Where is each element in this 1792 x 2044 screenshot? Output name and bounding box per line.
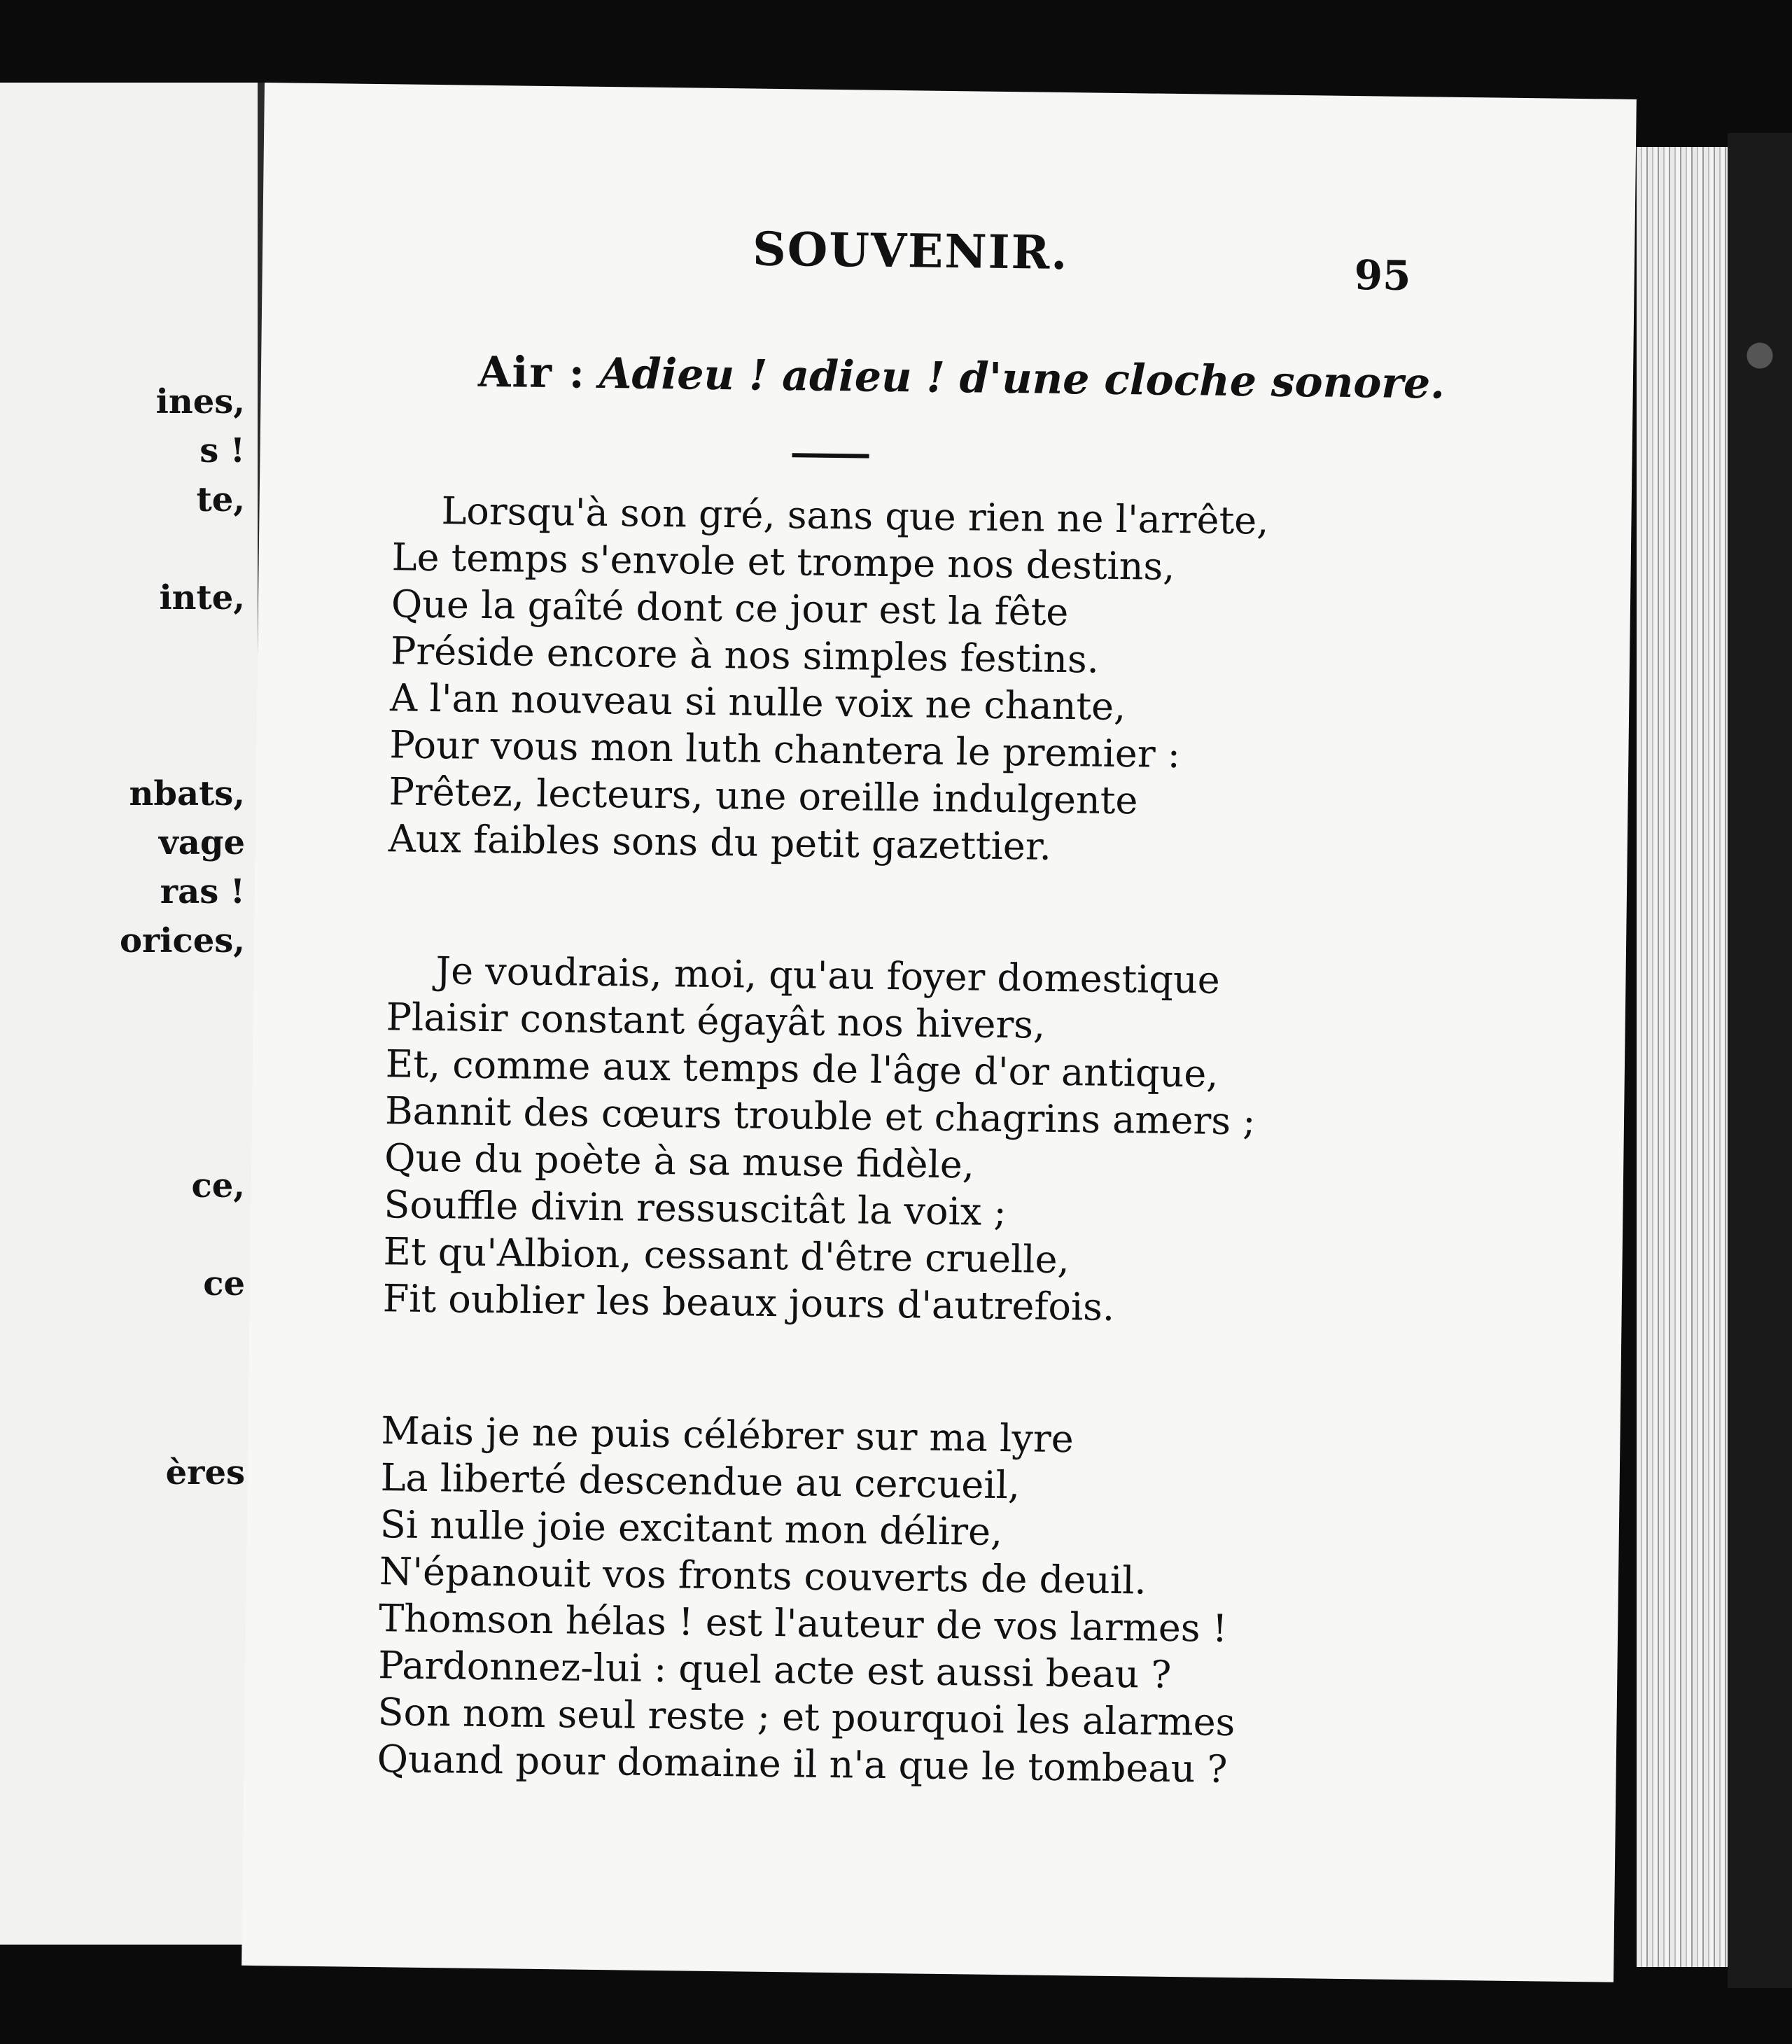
- verse-line: Quand pour domaine il n'a que le tombeau ?: [377, 1737, 1228, 1791]
- air-label: Air :: [477, 347, 587, 398]
- left-page-line: vage: [158, 823, 245, 862]
- verse-line: Pour vous mon luth chantera le premier :: [389, 722, 1181, 777]
- verse-line: Le temps s'envole et trompe nos destins,: [391, 535, 1175, 589]
- air-title: Adieu ! adieu ! d'une cloche sonore.: [598, 349, 1446, 409]
- verse-line: Mais je ne puis célébrer sur ma lyre: [381, 1408, 1074, 1462]
- verse-line: Fit oublier les beaux jours d'autrefois.: [382, 1276, 1115, 1329]
- verse-line: Préside encore à nos simples festins.: [390, 629, 1100, 682]
- left-page-line: ères: [165, 1453, 245, 1492]
- left-page-line: ras !: [160, 872, 245, 911]
- running-head: SOUVENIR.: [752, 221, 1069, 281]
- verse-line: Que du poète à sa muse fidèle,: [384, 1135, 975, 1187]
- verse-line: Souffle divin ressuscitât la voix ;: [384, 1182, 1007, 1235]
- stanza-3: [377, 1407, 1238, 1793]
- left-page-line: s !: [200, 431, 245, 470]
- verse-line: Aux faibles sons du petit gazettier.: [388, 816, 1052, 869]
- left-page-line: ines,: [155, 382, 245, 421]
- verse-line: A l'an nouveau si nulle voix ne chante,: [389, 676, 1126, 729]
- stanza-2: [382, 946, 1257, 1332]
- verse-line: Lorsqu'à son gré, sans que rien ne l'arrête,: [441, 489, 1269, 543]
- verse-line: Et qu'Albion, cessant d'être cruelle,: [383, 1229, 1070, 1282]
- verse-line: La liberté descendue au cercueil,: [380, 1455, 1021, 1508]
- left-page-line: nbats,: [129, 774, 245, 813]
- left-page-line: te,: [196, 480, 245, 519]
- book-binding: [1728, 133, 1792, 1988]
- left-page: [0, 83, 265, 1945]
- verse-line: Si nulle joie excitant mon délire,: [379, 1502, 1003, 1555]
- air-line: [478, 348, 1446, 409]
- verse-line: Je voudrais, moi, qu'au foyer domestique: [435, 948, 1221, 1002]
- verse-line: Thomson hélas ! est l'auteur de vos larmes !: [378, 1596, 1228, 1651]
- verse-line: N'épanouit vos fronts couverts de deuil.: [379, 1549, 1147, 1603]
- left-page-line: ce,: [191, 1166, 245, 1205]
- left-page-line: ce: [203, 1264, 245, 1303]
- left-page-line: inte,: [159, 578, 245, 617]
- verse-line: Pardonnez-lui : quel acte est aussi beau ?: [378, 1643, 1172, 1697]
- right-page: [241, 83, 1637, 1982]
- left-page-line: orices,: [119, 921, 245, 960]
- page-edges: [1637, 147, 1728, 1967]
- verse-line: Que la gaîté dont ce jour est la fête: [391, 582, 1069, 635]
- page-number: 95: [1354, 251, 1411, 300]
- verse-line: Prêtez, lecteurs, une oreille indulgente: [388, 769, 1138, 823]
- divider-rule: [792, 453, 869, 458]
- verse-line: Plaisir constant égayât nos hivers,: [386, 995, 1046, 1047]
- verse-line: Bannit des cœurs trouble et chagrins amers ;: [384, 1088, 1256, 1144]
- verse-line: Et, comme aux temps de l'âge d'or antique,: [385, 1042, 1219, 1096]
- stanza-1: [388, 486, 1268, 872]
- verse-line: Son nom seul reste ; et pourquoi les alarmes: [377, 1690, 1236, 1745]
